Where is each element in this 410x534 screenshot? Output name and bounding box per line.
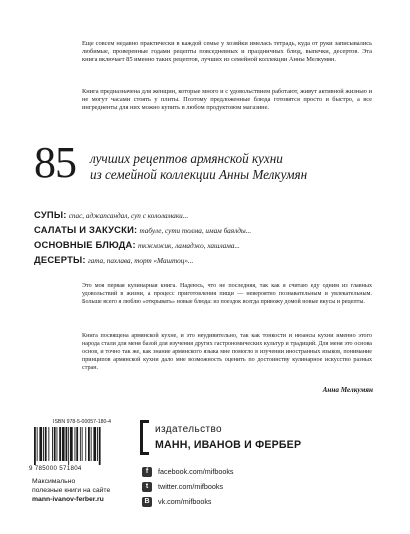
isbn-label: ISBN 978-5-00057-180-4 (53, 419, 111, 425)
headline-number: 85 (34, 138, 76, 187)
menu-items: ткжмжик, ламаджо, хашлама... (137, 242, 240, 250)
social-links (142, 464, 302, 509)
author-signature: Анна Мелкумян (322, 386, 373, 394)
menu-line-mains (34, 237, 374, 252)
menu-items: гата, пахлава, торт «Маштоц»... (87, 257, 194, 265)
publisher-line-2: МАНН, ИВАНОВ И ФЕРБЕР (155, 439, 302, 451)
social-row-facebook[interactable] (142, 464, 302, 479)
menu-items: спас, аджапсандал, суп с кололамаки... (68, 212, 189, 220)
promo-line-2: полезные книги на сайте (32, 486, 111, 494)
menu-list (34, 207, 374, 267)
menu-line-salads (34, 222, 374, 237)
promo-url-link[interactable]: mann-ivanov-ferber.ru (32, 495, 104, 503)
vk-icon: B (142, 497, 152, 507)
menu-line-desserts (34, 252, 374, 267)
author-paragraph-1: Это моя первая кулинарная книга. Надеюсь, что не последняя, так как я считаю еду одним из главных удовольствий в жизни, а процесс приготовления пищи — невероятно познавательным и увлекательным. Больше всего я люблю «открывать» новые блюда: из поездок всегда привожу домой новые вкусы и рецепты. (82, 283, 372, 306)
barcode-icon (32, 427, 128, 467)
promo-line-1: Максимально (32, 478, 76, 485)
menu-items: табуле, сути толма, имам баялды... (139, 227, 252, 235)
author-paragraph-2: Книга посвящена армянской кухне, и это неудивительно, так как тонкости и нюансы кухни именно этого народа стали для меня базой для изучения других гастрономических культур и традиций. Для меня это основа основ, и точно так же, как знание армянского языка мне помогло в изучении иностранных языков, понимание принципов армянской кухни дало мне возможность оценить по достоинству кулинарное искусство разных стран. (82, 333, 372, 372)
menu-category: ОСНОВНЫЕ БЛЮДА: (34, 239, 136, 250)
social-row-vk[interactable] (142, 494, 302, 509)
headline-text (90, 151, 380, 183)
promo-block (32, 478, 152, 504)
menu-category: САЛАТЫ И ЗАКУСКИ: (34, 224, 138, 235)
bracket-icon (140, 420, 149, 455)
headline (34, 138, 379, 191)
social-row-twitter[interactable] (142, 479, 302, 494)
headline-line-2: из семейной коллекции Анны Мелкумян (90, 167, 308, 182)
publisher-line-1: издательство (155, 424, 223, 435)
intro-paragraph-1: Еще совсем недавно практически в каждой семье у хозяйки имелась тетрадь, куда от руки записывались любимые, проверенные годами рецепты повседневных и праздничных блюд, выпечки, десертов. Эта книга включает 85 именно таких рецептов, лучших из семейной коллекции Анны Мелкумян. (82, 40, 372, 64)
publisher-logo (140, 420, 370, 456)
menu-category: СУПЫ: (34, 209, 67, 220)
menu-line-soups (34, 207, 374, 222)
barcode-digits: 9 785000 571804 (29, 465, 82, 472)
social-link-text[interactable]: facebook.com/mifbooks (158, 467, 234, 476)
headline-line-1: лучших рецептов армянской кухни (90, 151, 283, 166)
menu-category: ДЕСЕРТЫ: (34, 254, 86, 265)
intro-paragraph-2: Книга предназначена для женщин, которые много и с удовольствием работают, живут активной жизнью и не могут часами стоять у плиты. Поэтому предложенные блюда готовятся просто и быстро, а все ингредиенты для них можно купить в любом продуктовом магазине. (82, 88, 372, 112)
social-link-text[interactable]: vk.com/mifbooks (158, 497, 212, 506)
facebook-icon: f (142, 467, 152, 477)
twitter-icon: t (142, 482, 152, 492)
social-link-text[interactable]: twitter.com/mifbooks (158, 482, 224, 491)
